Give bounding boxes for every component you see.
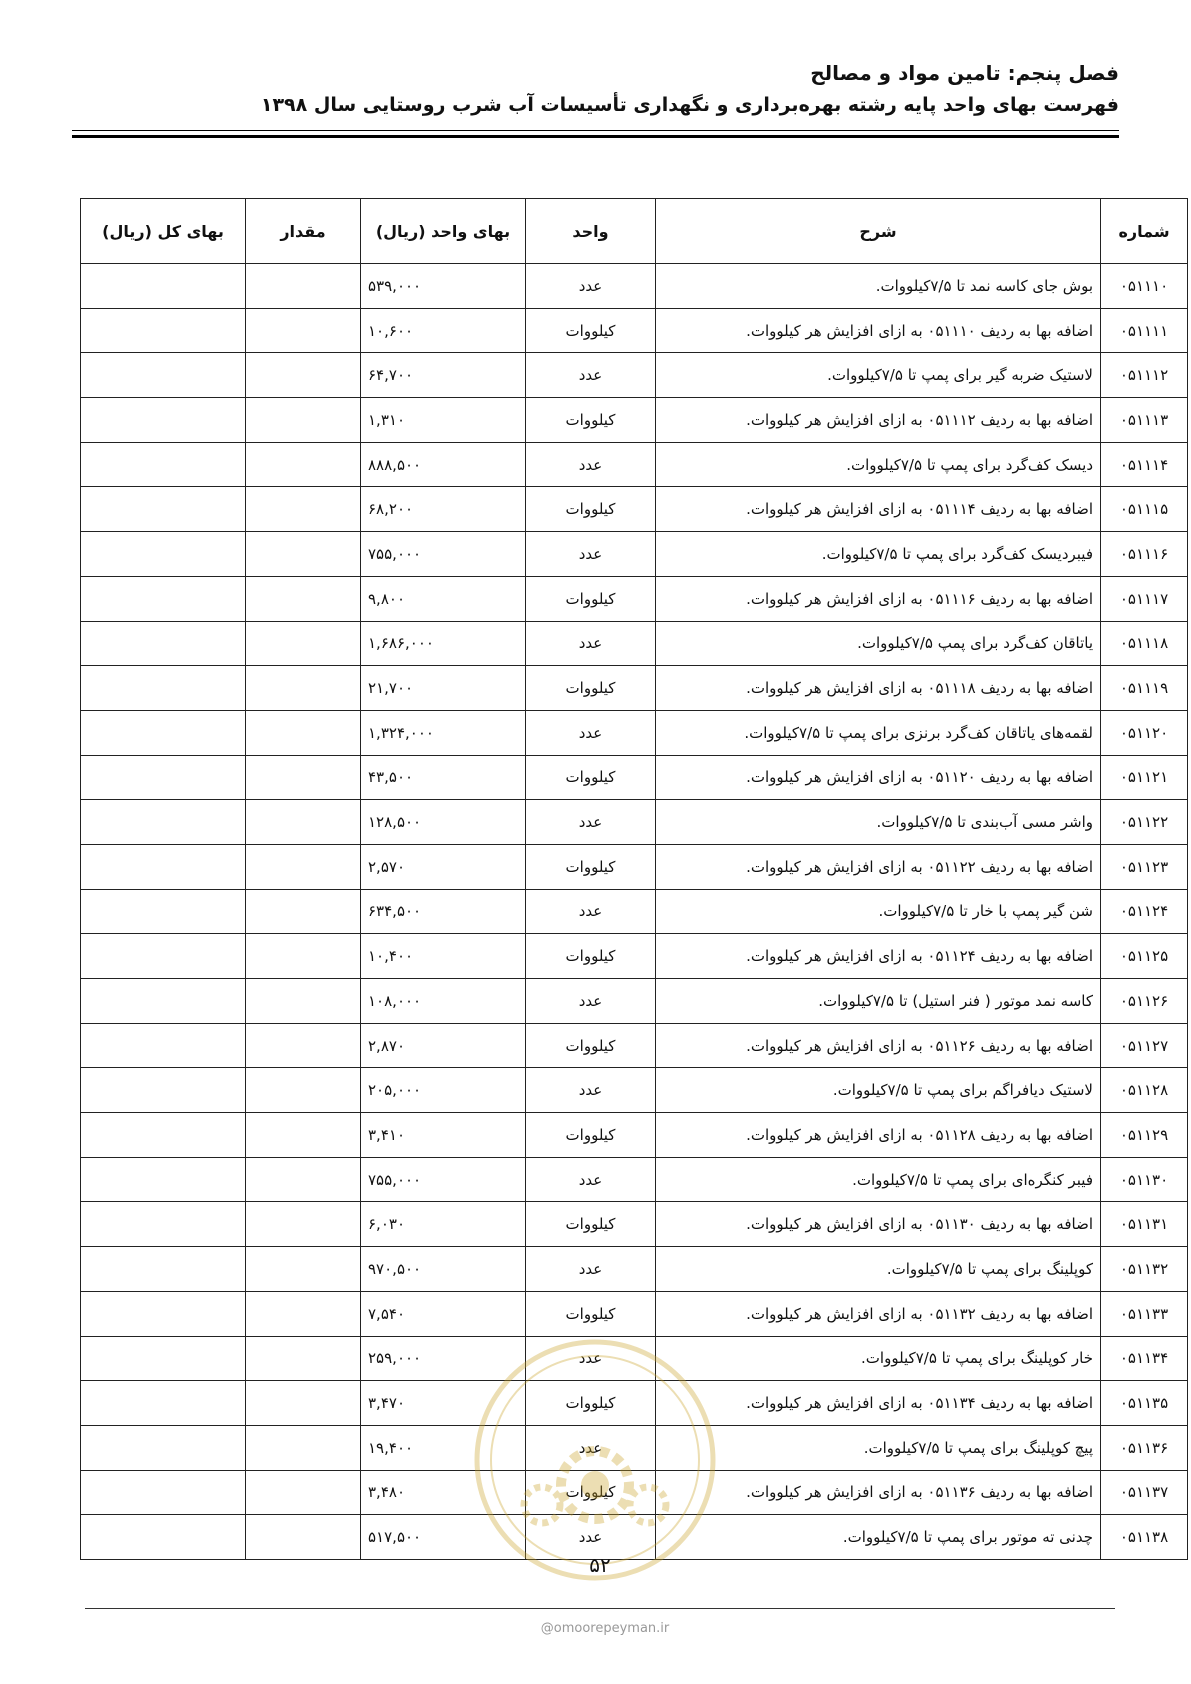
- watermark-text: @omoorepeyman.ir: [540, 1621, 670, 1636]
- cell-unit-price: ۳,۴۷۰: [361, 1381, 526, 1426]
- table-row: [81, 666, 1188, 711]
- cell-unit: عدد: [526, 1336, 656, 1381]
- cell-unit: کیلووات: [526, 934, 656, 979]
- cell-description: اضافه بها به ردیف ۰۵۱۱۱۴ به ازای افزایش هر کیلووات.: [656, 487, 1101, 532]
- cell-total-price: [81, 1202, 246, 1247]
- cell-quantity: [246, 1336, 361, 1381]
- cell-description: اضافه بها به ردیف ۰۵۱۱۲۲ به ازای افزایش هر کیلووات.: [656, 844, 1101, 889]
- cell-description: فیبر کنگره‌ای برای پمپ تا ۷/۵کیلووات.: [656, 1157, 1101, 1202]
- cell-unit: عدد: [526, 1425, 656, 1470]
- cell-quantity: [246, 621, 361, 666]
- cell-total-price: [81, 442, 246, 487]
- cell-description: کوپلینگ برای پمپ تا ۷/۵کیلووات.: [656, 1247, 1101, 1292]
- cell-quantity: [246, 1068, 361, 1113]
- table-row: [81, 979, 1188, 1024]
- cell-unit-price: ۳,۴۱۰: [361, 1113, 526, 1158]
- table-row: [81, 487, 1188, 532]
- cell-unit: عدد: [526, 353, 656, 398]
- cell-quantity: [246, 308, 361, 353]
- cell-description: اضافه بها به ردیف ۰۵۱۱۱۲ به ازای افزایش هر کیلووات.: [656, 398, 1101, 443]
- cell-unit-price: ۲۱,۷۰۰: [361, 666, 526, 711]
- page-header: [72, 58, 1119, 120]
- cell-quantity: [246, 1291, 361, 1336]
- cell-quantity: [246, 1381, 361, 1426]
- cell-total-price: [81, 621, 246, 666]
- header-code: شماره: [1101, 199, 1188, 264]
- cell-description: فیبردیسک کف‌گرد برای پمپ تا ۷/۵کیلووات.: [656, 532, 1101, 577]
- cell-unit: عدد: [526, 979, 656, 1024]
- cell-total-price: [81, 398, 246, 443]
- cell-code: ۰۵۱۱۳۶: [1101, 1425, 1188, 1470]
- cell-unit: عدد: [526, 1068, 656, 1113]
- cell-unit: کیلووات: [526, 666, 656, 711]
- table-row: [81, 1425, 1188, 1470]
- cell-code: ۰۵۱۱۲۲: [1101, 800, 1188, 845]
- header-rule-thick: [72, 135, 1119, 138]
- cell-unit-price: ۷۵۵,۰۰۰: [361, 532, 526, 577]
- table-header-row: [81, 199, 1188, 264]
- cell-unit-price: ۲۵۹,۰۰۰: [361, 1336, 526, 1381]
- header-rule-thin: [72, 130, 1119, 131]
- table-row: [81, 621, 1188, 666]
- cell-unit-price: ۶,۰۳۰: [361, 1202, 526, 1247]
- cell-unit-price: ۵۱۷,۵۰۰: [361, 1515, 526, 1560]
- cell-total-price: [81, 710, 246, 755]
- cell-unit: عدد: [526, 1515, 656, 1560]
- cell-quantity: [246, 1247, 361, 1292]
- cell-unit: کیلووات: [526, 1291, 656, 1336]
- cell-total-price: [81, 1381, 246, 1426]
- cell-total-price: [81, 1113, 246, 1158]
- cell-code: ۰۵۱۱۱۸: [1101, 621, 1188, 666]
- table-row: [81, 308, 1188, 353]
- cell-description: واشر مسی آب‌بندی تا ۷/۵کیلووات.: [656, 800, 1101, 845]
- cell-unit: کیلووات: [526, 308, 656, 353]
- cell-code: ۰۵۱۱۳۷: [1101, 1470, 1188, 1515]
- cell-total-price: [81, 800, 246, 845]
- table-row: [81, 1023, 1188, 1068]
- cell-unit-price: ۲,۵۷۰: [361, 844, 526, 889]
- cell-unit: کیلووات: [526, 1023, 656, 1068]
- table-row: [81, 532, 1188, 577]
- cell-unit-price: ۲,۸۷۰: [361, 1023, 526, 1068]
- cell-description: اضافه بها به ردیف ۰۵۱۱۳۶ به ازای افزایش هر کیلووات.: [656, 1470, 1101, 1515]
- cell-quantity: [246, 353, 361, 398]
- table-row: [81, 442, 1188, 487]
- cell-code: ۰۵۱۱۳۳: [1101, 1291, 1188, 1336]
- cell-code: ۰۵۱۱۱۲: [1101, 353, 1188, 398]
- header-unit: واحد: [526, 199, 656, 264]
- cell-quantity: [246, 844, 361, 889]
- cell-description: اضافه بها به ردیف ۰۵۱۱۱۶ به ازای افزایش هر کیلووات.: [656, 576, 1101, 621]
- cell-code: ۰۵۱۱۳۱: [1101, 1202, 1188, 1247]
- cell-description: کاسه نمد موتور ( فنر استیل) تا ۷/۵کیلووات.: [656, 979, 1101, 1024]
- cell-unit-price: ۱۹,۴۰۰: [361, 1425, 526, 1470]
- cell-quantity: [246, 934, 361, 979]
- cell-code: ۰۵۱۱۲۰: [1101, 710, 1188, 755]
- cell-unit-price: ۷۵۵,۰۰۰: [361, 1157, 526, 1202]
- cell-total-price: [81, 1336, 246, 1381]
- cell-code: ۰۵۱۱۳۸: [1101, 1515, 1188, 1560]
- cell-total-price: [81, 1068, 246, 1113]
- cell-code: ۰۵۱۱۳۴: [1101, 1336, 1188, 1381]
- cell-code: ۰۵۱۱۲۴: [1101, 889, 1188, 934]
- header-unit-price: بهای واحد (ریال): [361, 199, 526, 264]
- cell-unit-price: ۶۳۴,۵۰۰: [361, 889, 526, 934]
- cell-unit: کیلووات: [526, 1470, 656, 1515]
- cell-quantity: [246, 755, 361, 800]
- header-quantity: مقدار: [246, 199, 361, 264]
- cell-total-price: [81, 1470, 246, 1515]
- cell-total-price: [81, 264, 246, 309]
- cell-code: ۰۵۱۱۱۷: [1101, 576, 1188, 621]
- cell-code: ۰۵۱۱۳۲: [1101, 1247, 1188, 1292]
- cell-unit: عدد: [526, 1157, 656, 1202]
- cell-quantity: [246, 1157, 361, 1202]
- cell-code: ۰۵۱۱۱۱: [1101, 308, 1188, 353]
- table-row: [81, 1202, 1188, 1247]
- cell-description: لقمه‌های یاتاقان کف‌گرد برنزی برای پمپ تا ۷/۵کیلووات.: [656, 710, 1101, 755]
- table-row: [81, 1113, 1188, 1158]
- cell-unit-price: ۲۰۵,۰۰۰: [361, 1068, 526, 1113]
- cell-unit-price: ۴۳,۵۰۰: [361, 755, 526, 800]
- cell-unit-price: ۱۲۸,۵۰۰: [361, 800, 526, 845]
- cell-quantity: [246, 1023, 361, 1068]
- cell-unit: عدد: [526, 442, 656, 487]
- cell-code: ۰۵۱۱۲۹: [1101, 1113, 1188, 1158]
- cell-description: لاستیک دیافراگم برای پمپ تا ۷/۵کیلووات.: [656, 1068, 1101, 1113]
- document-title: فهرست بهای واحد پایه رشته بهره‌برداری و نگهداری تأسیسات آب شرب روستایی سال ۱۳۹۸: [260, 94, 1119, 116]
- cell-description: اضافه بها به ردیف ۰۵۱۱۱۸ به ازای افزایش هر کیلووات.: [656, 666, 1101, 711]
- cell-unit-price: ۱,۳۱۰: [361, 398, 526, 443]
- footer-rule: [85, 1608, 1115, 1609]
- cell-unit: عدد: [526, 889, 656, 934]
- table-row: [81, 398, 1188, 443]
- cell-unit: عدد: [526, 532, 656, 577]
- cell-description: اضافه بها به ردیف ۰۵۱۱۳۲ به ازای افزایش هر کیلووات.: [656, 1291, 1101, 1336]
- cell-description: یاتاقان کف‌گرد برای پمپ ۷/۵کیلووات.: [656, 621, 1101, 666]
- cell-unit-price: ۳,۴۸۰: [361, 1470, 526, 1515]
- cell-unit: کیلووات: [526, 398, 656, 443]
- cell-description: اضافه بها به ردیف ۰۵۱۱۲۸ به ازای افزایش هر کیلووات.: [656, 1113, 1101, 1158]
- cell-unit-price: ۷,۵۴۰: [361, 1291, 526, 1336]
- table-body: [81, 264, 1188, 1560]
- cell-total-price: [81, 1157, 246, 1202]
- cell-description: اضافه بها به ردیف ۰۵۱۱۳۰ به ازای افزایش هر کیلووات.: [656, 1202, 1101, 1247]
- table-row: [81, 710, 1188, 755]
- cell-unit-price: ۵۳۹,۰۰۰: [361, 264, 526, 309]
- table-row: [81, 800, 1188, 845]
- cell-unit-price: ۱۰۸,۰۰۰: [361, 979, 526, 1024]
- table-row: [81, 844, 1188, 889]
- cell-description: خار کوپلینگ برای پمپ تا ۷/۵کیلووات.: [656, 1336, 1101, 1381]
- cell-description: شن گیر پمپ با خار تا ۷/۵کیلووات.: [656, 889, 1101, 934]
- cell-code: ۰۵۱۱۳۵: [1101, 1381, 1188, 1426]
- cell-total-price: [81, 979, 246, 1024]
- cell-total-price: [81, 1291, 246, 1336]
- cell-total-price: [81, 532, 246, 577]
- cell-unit-price: ۶۸,۲۰۰: [361, 487, 526, 532]
- table-row: [81, 1470, 1188, 1515]
- cell-quantity: [246, 532, 361, 577]
- cell-description: اضافه بها به ردیف ۰۵۱۱۳۴ به ازای افزایش هر کیلووات.: [656, 1381, 1101, 1426]
- cell-quantity: [246, 889, 361, 934]
- cell-quantity: [246, 264, 361, 309]
- cell-unit-price: ۱,۶۸۶,۰۰۰: [361, 621, 526, 666]
- cell-quantity: [246, 442, 361, 487]
- cell-unit-price: ۶۴,۷۰۰: [361, 353, 526, 398]
- cell-description: بوش جای کاسه نمد تا ۷/۵کیلووات.: [656, 264, 1101, 309]
- cell-description: اضافه بها به ردیف ۰۵۱۱۲۶ به ازای افزایش هر کیلووات.: [656, 1023, 1101, 1068]
- cell-quantity: [246, 1425, 361, 1470]
- cell-unit: کیلووات: [526, 487, 656, 532]
- cell-total-price: [81, 308, 246, 353]
- cell-total-price: [81, 844, 246, 889]
- cell-total-price: [81, 934, 246, 979]
- header-description: شرح: [656, 199, 1101, 264]
- cell-unit-price: ۹,۸۰۰: [361, 576, 526, 621]
- table-row: [81, 934, 1188, 979]
- cell-description: اضافه بها به ردیف ۰۵۱۱۱۰ به ازای افزایش هر کیلووات.: [656, 308, 1101, 353]
- cell-quantity: [246, 979, 361, 1024]
- cell-code: ۰۵۱۱۲۵: [1101, 934, 1188, 979]
- cell-description: لاستیک ضربه گیر برای پمپ تا ۷/۵کیلووات.: [656, 353, 1101, 398]
- cell-total-price: [81, 666, 246, 711]
- cell-total-price: [81, 755, 246, 800]
- table-row: [81, 889, 1188, 934]
- table-row: [81, 576, 1188, 621]
- cell-unit: کیلووات: [526, 1381, 656, 1426]
- cell-quantity: [246, 666, 361, 711]
- cell-total-price: [81, 1023, 246, 1068]
- cell-unit: کیلووات: [526, 844, 656, 889]
- table-row: [81, 1291, 1188, 1336]
- chapter-title: فصل پنجم: تامین مواد و مصالح: [810, 61, 1119, 85]
- cell-total-price: [81, 1247, 246, 1292]
- cell-unit: کیلووات: [526, 576, 656, 621]
- cell-code: ۰۵۱۱۱۰: [1101, 264, 1188, 309]
- cell-code: ۰۵۱۱۲۶: [1101, 979, 1188, 1024]
- cell-unit-price: ۱۰,۴۰۰: [361, 934, 526, 979]
- cell-total-price: [81, 889, 246, 934]
- cell-code: ۰۵۱۱۱۵: [1101, 487, 1188, 532]
- cell-description: اضافه بها به ردیف ۰۵۱۱۲۴ به ازای افزایش هر کیلووات.: [656, 934, 1101, 979]
- cell-code: ۰۵۱۱۲۳: [1101, 844, 1188, 889]
- cell-unit-price: ۱۰,۶۰۰: [361, 308, 526, 353]
- cell-code: ۰۵۱۱۱۳: [1101, 398, 1188, 443]
- cell-description: چدنی ته موتور برای پمپ تا ۷/۵کیلووات.: [656, 1515, 1101, 1560]
- cell-unit: عدد: [526, 264, 656, 309]
- page-number: ۵۲: [589, 1553, 611, 1577]
- cell-unit-price: ۹۷۰,۵۰۰: [361, 1247, 526, 1292]
- cell-code: ۰۵۱۱۱۶: [1101, 532, 1188, 577]
- table-row: [81, 264, 1188, 309]
- table-row: [81, 1336, 1188, 1381]
- table-row: [81, 1068, 1188, 1113]
- table-row: [81, 353, 1188, 398]
- price-list-table: [80, 198, 1188, 1560]
- table-row: [81, 1381, 1188, 1426]
- cell-total-price: [81, 487, 246, 532]
- cell-quantity: [246, 1470, 361, 1515]
- cell-total-price: [81, 353, 246, 398]
- table-row: [81, 755, 1188, 800]
- cell-quantity: [246, 1202, 361, 1247]
- cell-code: ۰۵۱۱۱۹: [1101, 666, 1188, 711]
- table-row: [81, 1247, 1188, 1292]
- cell-code: ۰۵۱۱۲۱: [1101, 755, 1188, 800]
- cell-quantity: [246, 800, 361, 845]
- table-row: [81, 1157, 1188, 1202]
- cell-unit-price: ۸۸۸,۵۰۰: [361, 442, 526, 487]
- cell-total-price: [81, 576, 246, 621]
- cell-unit: عدد: [526, 1247, 656, 1292]
- cell-code: ۰۵۱۱۲۷: [1101, 1023, 1188, 1068]
- cell-description: پیچ کوپلینگ برای پمپ تا ۷/۵کیلووات.: [656, 1425, 1101, 1470]
- cell-unit: کیلووات: [526, 755, 656, 800]
- cell-unit-price: ۱,۳۲۴,۰۰۰: [361, 710, 526, 755]
- cell-quantity: [246, 487, 361, 532]
- cell-unit: عدد: [526, 710, 656, 755]
- cell-total-price: [81, 1515, 246, 1560]
- cell-unit: کیلووات: [526, 1113, 656, 1158]
- header-total-price: بهای کل (ریال): [81, 199, 246, 264]
- cell-quantity: [246, 576, 361, 621]
- cell-unit: عدد: [526, 621, 656, 666]
- cell-quantity: [246, 710, 361, 755]
- cell-description: اضافه بها به ردیف ۰۵۱۱۲۰ به ازای افزایش هر کیلووات.: [656, 755, 1101, 800]
- cell-description: دیسک کف‌گرد برای پمپ تا ۷/۵کیلووات.: [656, 442, 1101, 487]
- cell-code: ۰۵۱۱۱۴: [1101, 442, 1188, 487]
- cell-total-price: [81, 1425, 246, 1470]
- cell-code: ۰۵۱۱۳۰: [1101, 1157, 1188, 1202]
- cell-quantity: [246, 398, 361, 443]
- cell-quantity: [246, 1113, 361, 1158]
- cell-unit: کیلووات: [526, 1202, 656, 1247]
- cell-unit: عدد: [526, 800, 656, 845]
- cell-quantity: [246, 1515, 361, 1560]
- cell-code: ۰۵۱۱۲۸: [1101, 1068, 1188, 1113]
